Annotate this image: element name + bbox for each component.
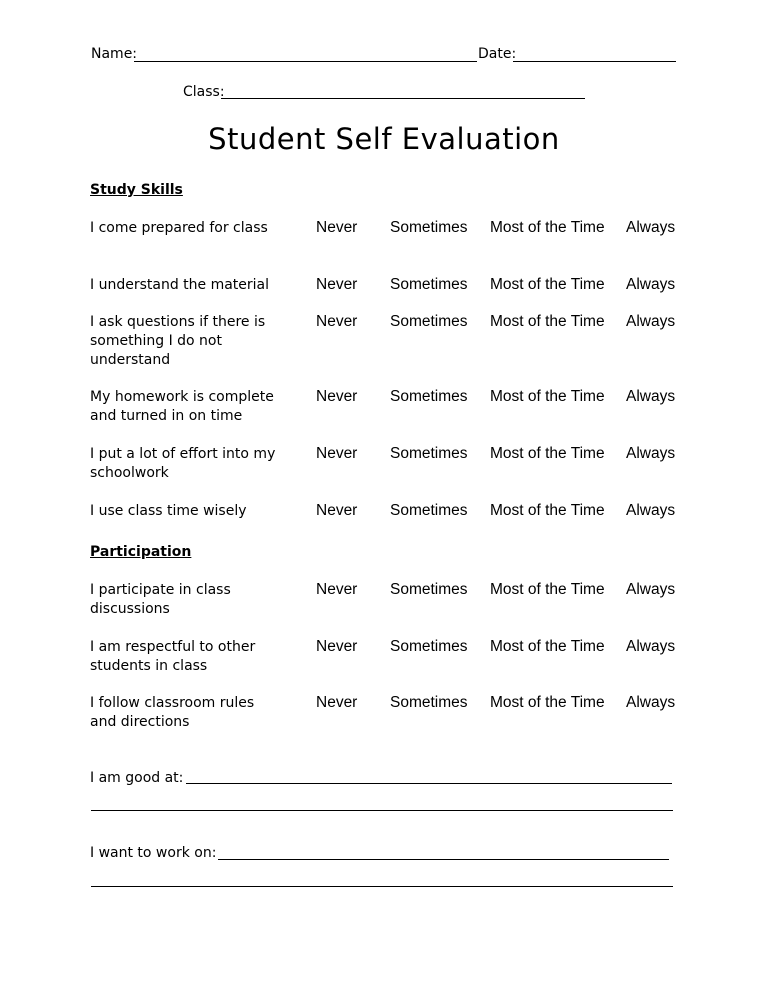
section-heading-participation: Participation: [90, 544, 192, 560]
option-sometimes[interactable]: Sometimes: [390, 388, 468, 405]
statement: I put a lot of effort into my schoolwork: [90, 446, 276, 481]
class-label: Class:: [183, 84, 225, 100]
option-always[interactable]: Always: [626, 445, 676, 462]
option-never[interactable]: Never: [316, 276, 358, 293]
work-on-label: I want to work on:: [90, 845, 217, 861]
statement: I am respectful to other students in class: [90, 639, 256, 674]
statement: I use class time wisely: [90, 503, 247, 519]
statement: I understand the material: [90, 277, 270, 293]
statement: My homework is complete and turned in on time: [90, 389, 274, 424]
option-sometimes[interactable]: Sometimes: [390, 694, 468, 711]
option-never[interactable]: Never: [316, 694, 358, 711]
option-sometimes[interactable]: Sometimes: [390, 313, 468, 330]
statement: I ask questions if there is something I do not understand: [90, 314, 266, 368]
option-never[interactable]: Never: [316, 388, 358, 405]
option-always[interactable]: Always: [626, 313, 676, 330]
option-never[interactable]: Never: [316, 638, 358, 655]
option-never[interactable]: Never: [316, 502, 358, 519]
option-never[interactable]: Never: [316, 581, 358, 598]
option-most-of-the-time[interactable]: Most of the Time: [490, 581, 605, 598]
work-on-field-line[interactable]: [218, 859, 669, 860]
class-field-line[interactable]: [221, 98, 585, 99]
option-never[interactable]: Never: [316, 445, 358, 462]
option-most-of-the-time[interactable]: Most of the Time: [490, 638, 605, 655]
option-most-of-the-time[interactable]: Most of the Time: [490, 219, 605, 236]
option-most-of-the-time[interactable]: Most of the Time: [490, 445, 605, 462]
option-never[interactable]: Never: [316, 219, 358, 236]
work-on-field-line-2[interactable]: [91, 886, 673, 887]
option-sometimes[interactable]: Sometimes: [390, 502, 468, 519]
section-heading-study-skills: Study Skills: [90, 182, 183, 198]
name-field-line[interactable]: [134, 61, 477, 62]
option-sometimes[interactable]: Sometimes: [390, 638, 468, 655]
date-label: Date:: [478, 46, 517, 62]
option-never[interactable]: Never: [316, 313, 358, 330]
date-field-line[interactable]: [513, 61, 676, 62]
option-always[interactable]: Always: [626, 581, 676, 598]
option-sometimes[interactable]: Sometimes: [390, 219, 468, 236]
page-title: Student Self Evaluation: [208, 122, 560, 156]
option-most-of-the-time[interactable]: Most of the Time: [490, 694, 605, 711]
option-most-of-the-time[interactable]: Most of the Time: [490, 313, 605, 330]
option-always[interactable]: Always: [626, 219, 676, 236]
option-most-of-the-time[interactable]: Most of the Time: [490, 502, 605, 519]
option-always[interactable]: Always: [626, 694, 676, 711]
option-sometimes[interactable]: Sometimes: [390, 581, 468, 598]
good-at-field-line-2[interactable]: [91, 810, 673, 811]
option-always[interactable]: Always: [626, 388, 676, 405]
statement: I come prepared for class: [90, 220, 268, 236]
option-most-of-the-time[interactable]: Most of the Time: [490, 276, 605, 293]
option-most-of-the-time[interactable]: Most of the Time: [490, 388, 605, 405]
option-always[interactable]: Always: [626, 276, 676, 293]
option-always[interactable]: Always: [626, 502, 676, 519]
good-at-label: I am good at:: [90, 770, 184, 786]
statement: I follow classroom rules and directions: [90, 695, 255, 730]
option-always[interactable]: Always: [626, 638, 676, 655]
option-sometimes[interactable]: Sometimes: [390, 276, 468, 293]
statement: I participate in class discussions: [90, 582, 231, 617]
good-at-field-line[interactable]: [186, 783, 672, 784]
option-sometimes[interactable]: Sometimes: [390, 445, 468, 462]
name-label: Name:: [91, 46, 138, 62]
